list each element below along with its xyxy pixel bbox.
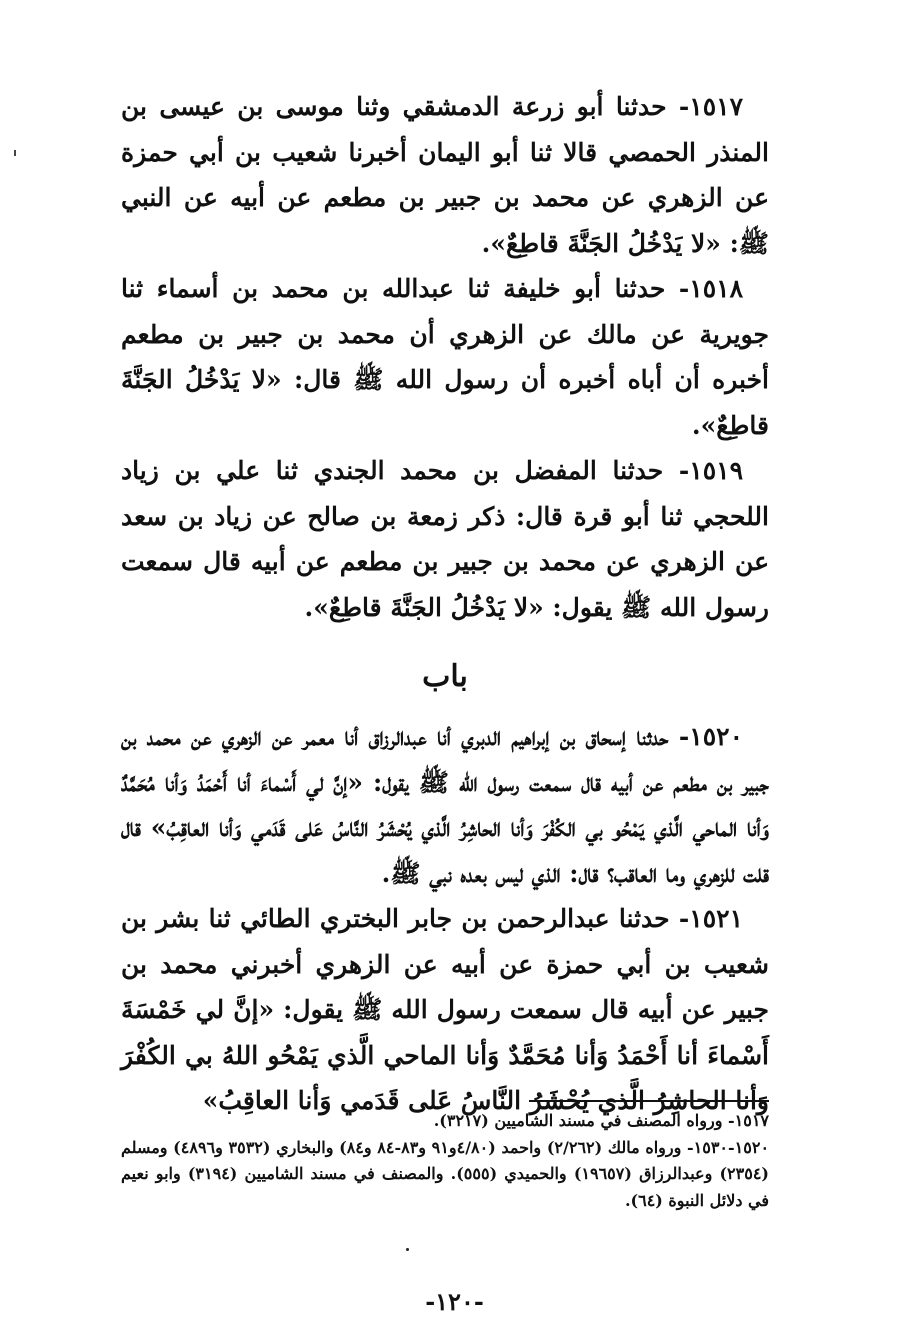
footnotes: [121, 1108, 769, 1214]
hadith-1518: ١٥١٨- حدثنا أبو خليفة ثنا عبدالله بن محمد بن أسماء ثنا جويرية عن مالك عن الزهري أن محمد بن جبير بن مطعم أخبره أن أباه أخبره أن رسول الله ﷺ قال: «لا يَدْخُلُ الجَنَّةَ قاطِعٌ».: [121, 274, 769, 440]
hadith-1519: ١٥١٩- حدثنا المفضل بن محمد الجندي ثنا علي بن زياد اللحجي ثنا أبو قرة قال: ذكر زمعة بن صالح عن زياد بن سعد عن الزهري عن محمد بن جبير بن مطعم عن أبيه قال سمعت رسول الله ﷺ يقول: «لا يَدْخُلُ الجَنَّةَ قاطِعٌ».: [121, 456, 769, 622]
footnote-1520: ١٥٢٠-١٥٣٠- ورواه مالك (٢/٢٦٢) واحمد (٤/٨٠و٩١ و٨٣-٨٤ و٨٤) والبخاري (٣٥٣٢ و٤٨٩٦) ومسلم (٢٣٥٤) وعبدالرزاق (١٩٦٥٧) والحميدي (٥٥٥). والمصنف في مسند الشاميين (٣١٩٤) وابو نعيم في دلائل النبوة (٦٤).: [121, 1137, 770, 1210]
section-heading: باب: [422, 659, 468, 694]
hadith-1517: ١٥١٧- حدثنا أبو زرعة الدمشقي وثنا موسى بن عيسى بن المنذر الحمصي قالا ثنا أبو اليمان أخبرنا شعيب بن أبي حمزة عن الزهري عن محمد بن جبير بن مطعم عن أبيه عن النبي ﷺ: «لا يَدْخُلُ الجَنَّةَ قاطِعٌ».: [121, 92, 769, 258]
footnote-1517: ١٥١٧- ورواه المصنف في مسند الشاميين (٣٢١٧).: [433, 1111, 769, 1130]
margin-mark: [14, 150, 16, 156]
hadith-1521: ١٥٢١- حدثنا عبدالرحمن بن جابر البختري الطائي ثنا بشر بن شعيب بن أبي حمزة عن أبيه عن الزهري أخبرني محمد بن جبير عن أبيه قال سمعت رسول الله ﷺ يقول: «إنَّ لي خَمْسَةَ أَسْماءَ أنا أَحْمَدُ وَأنا مُحَمَّدٌ وَأنا الماحي الَّذي يَمْحُو اللهُ بي الكُفْرَ وَأنا الحاشِرُ الَّذي يُحْشَرُ النَّاسُ عَلى قَدَمي وَأنا العاقِبُ»: [121, 904, 769, 1115]
footnote-divider: [529, 1100, 769, 1102]
main-text: [121, 84, 769, 1124]
stray-dot: [406, 1248, 409, 1251]
page-number: -١٢٠-: [425, 1287, 484, 1316]
hadith-1520: ١٥٢٠- حدثنا إسحاق بن إبراهيم الدبري أنا عبدالرزاق أنا معمر عن الزهري عن محمد بن جبير بن مطعم عن أبيه قال سمعت رسول الله ﷺ يقول: «إنَّ لي أَسْماءَ أنا أَحْمَدُ وَأنا مُحَمَّدٌ وَأنا الماحي الَّذي يَمْحُو بي الكُفْرَ وَأنا الحاشِرُ الَّذي يُحْشَرُ النَّاسُ عَلى قَدَمي وَأنا العاقِبُ» قال قلت للزهري وما العاقب؟ قال: الذي ليس بعده نبي ﷺ.: [121, 722, 769, 888]
